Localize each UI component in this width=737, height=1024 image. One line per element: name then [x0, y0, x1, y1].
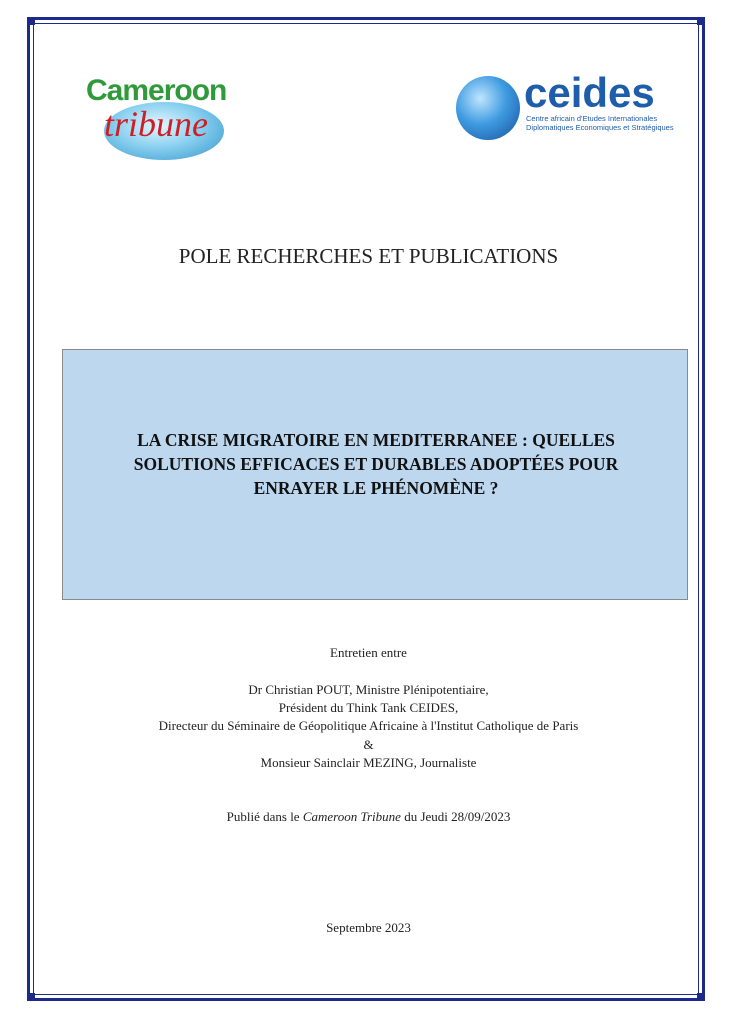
- document-title: [63, 428, 689, 500]
- publication-line: [0, 809, 737, 825]
- title-box: [62, 349, 688, 600]
- globe-icon: [456, 76, 520, 140]
- logo-tribune-text: tribune: [104, 104, 208, 144]
- border-corner-bottom-right: [697, 993, 705, 1001]
- title-line-1: LA CRISE MIGRATOIRE EN MEDITERRANEE : QUELLES: [137, 430, 615, 450]
- conjunction: &: [363, 737, 374, 752]
- ceides-logo: [456, 69, 686, 142]
- person1-line3: Directeur du Séminaire de Géopolitique Africaine à l'Institut Catholique de Paris: [158, 718, 579, 733]
- title-line-2: SOLUTIONS EFFICACES ET DURABLES ADOPTÉES POUR: [133, 454, 619, 474]
- person1-line1: Dr Christian POUT, Ministre Plénipotentiaire,: [248, 682, 489, 697]
- publication-newspaper: Cameroon Tribune: [302, 809, 401, 824]
- pole-title: POLE RECHERCHES ET PUBLICATIONS: [178, 244, 559, 268]
- border-corner-bottom-left: [27, 993, 35, 1001]
- interview-intro: Entretien entre: [330, 645, 407, 660]
- person1-line2: Président du Think Tank CEIDES,: [278, 700, 459, 715]
- publication-suffix: du Jeudi 28/09/2023: [404, 809, 511, 824]
- ceides-subtitle-line1: Centre africain d'Etudes Internationales: [526, 114, 658, 123]
- publication-date: Septembre 2023: [326, 920, 411, 935]
- cameroon-tribune-logo: [82, 76, 252, 166]
- publication-prefix: Publié dans le: [226, 809, 300, 824]
- ceides-subtitle-line2: Diplomatiques Economiques et Stratégiques: [526, 123, 674, 132]
- ceides-name: ceides: [524, 69, 655, 116]
- person2: Monsieur Sainclair MEZING, Journaliste: [260, 755, 477, 770]
- title-line-3: ENRAYER LE PHÉNOMÈNE ?: [253, 478, 499, 498]
- logo-cameroon-text: Cameroon: [86, 74, 227, 107]
- border-corner-top-left: [27, 17, 35, 25]
- border-corner-top-right: [697, 17, 705, 25]
